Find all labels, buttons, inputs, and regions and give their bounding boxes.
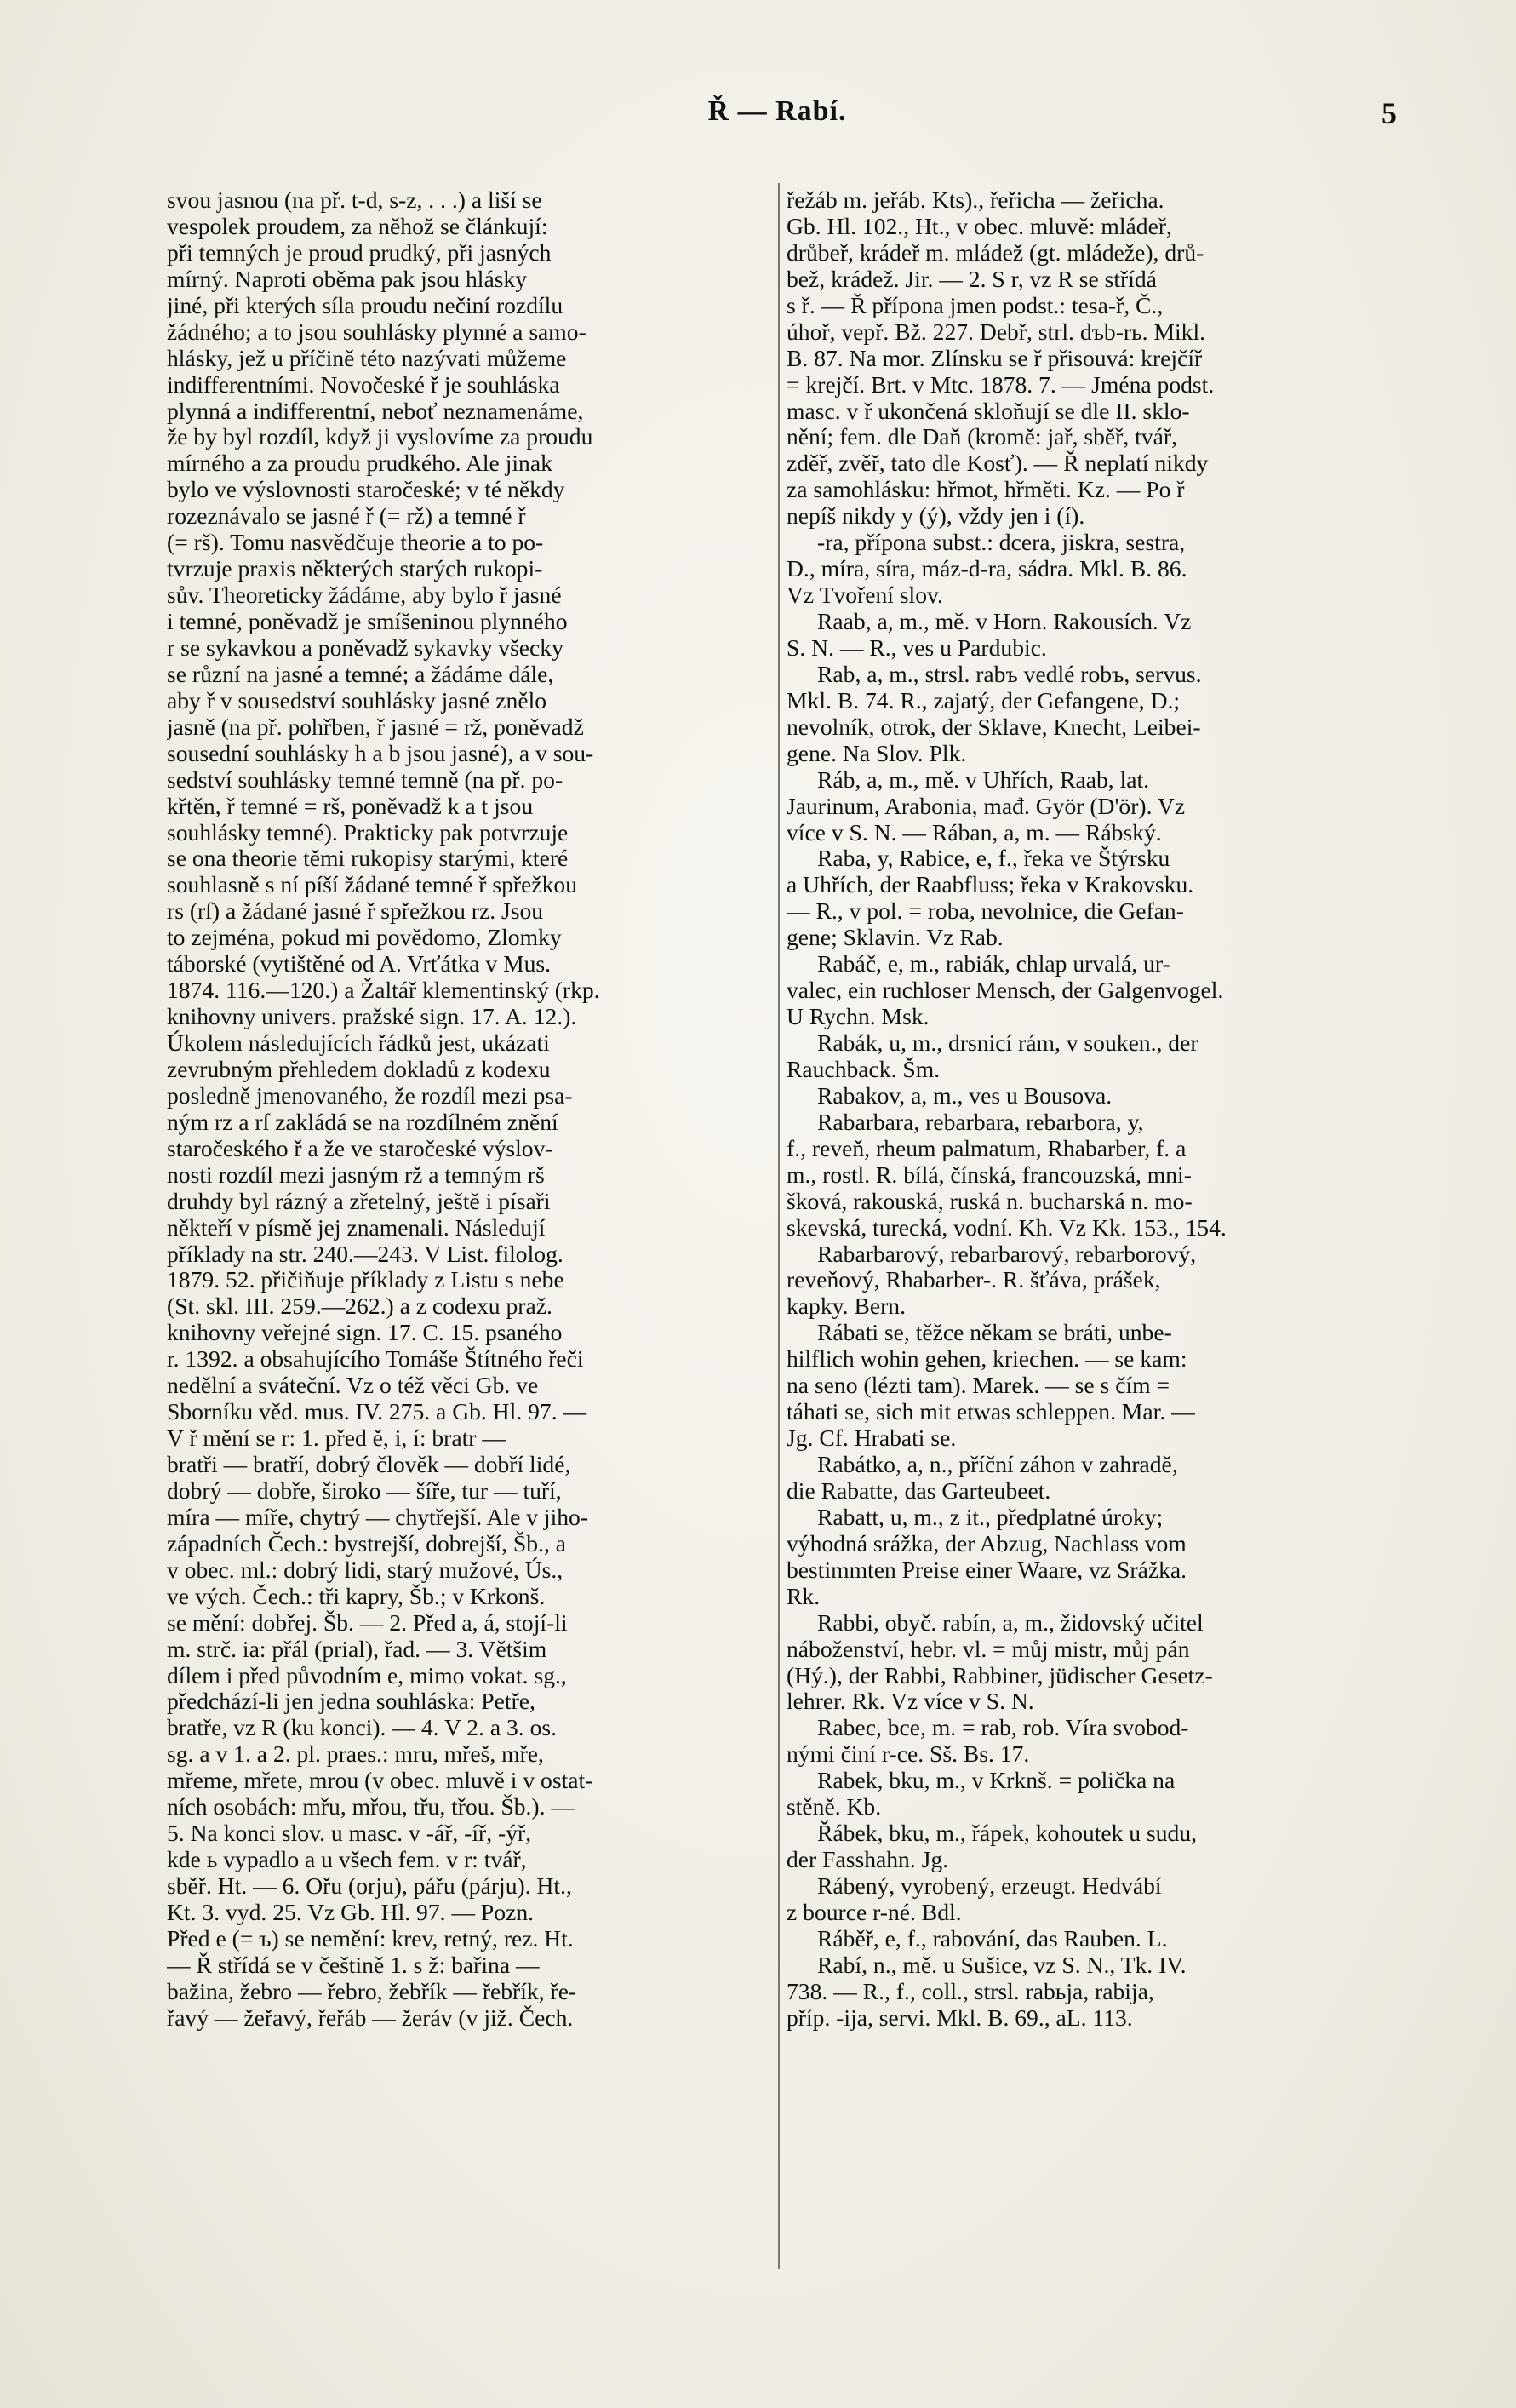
text-line: s ř. — Ř přípona jmen podst.: tesa-ř, Č., <box>787 292 1164 318</box>
text-line: gene; Sklavin. Vz Rab. <box>787 925 1004 951</box>
text-line: kapky. Bern. <box>787 1293 906 1320</box>
text-line: = krejčí. Brt. v Mtc. 1878. 7. — Jména podst. <box>787 371 1215 398</box>
text-line: z bource r-né. Bdl. <box>787 1899 962 1925</box>
text-line: V ř mění se r: 1. před ě, i, í: bratr — <box>167 1425 506 1452</box>
text-line: mřeme, mřete, mrou (v obec. mluvě i v ostat- <box>167 1768 593 1794</box>
text-line: sův. Theoreticky žádáme, aby bylo ř jasné <box>167 582 562 609</box>
text-line: nými činí r-ce. Sš. Bs. 17. <box>787 1741 1030 1768</box>
text-line: Rauchback. Šm. <box>787 1056 941 1082</box>
text-line: hlásky, jež u příčině této nazývati můžeme <box>167 345 567 371</box>
text-line: řavý — žeřavý, řeřáb — žeráv (v již. Čech. <box>167 2004 574 2031</box>
text-line: reveňový, Rhabarber-. R. šťáva, prášek, <box>787 1267 1161 1293</box>
text-line: úhoř, vepř. Bž. 227. Debř, strl. dъb-rь. Mikl. <box>787 318 1206 345</box>
text-line: sedství souhlásky temné temně (na př. po- <box>167 766 563 793</box>
text-line: se ona theorie těmi rukopisy starými, které <box>167 846 569 872</box>
text-line: r se sykavkou a poněvadž sykavky všecky <box>167 634 563 661</box>
text-line: dílem i před původním e, mimo vokat. sg., <box>167 1662 567 1688</box>
text-line: šková, rakouská, ruská n. bucharská n. mo- <box>787 1188 1193 1214</box>
text-line: na seno (lézti tam). Marek. — se s čím = <box>787 1373 1170 1399</box>
text-line: bratře, vz R (ku konci). — 4. V 2. a 3. os. <box>167 1715 558 1741</box>
text-line: se mění: dobřej. Šb. — 2. Před a, á, stojí-li <box>167 1609 568 1636</box>
text-line: Rabakov, a, m., ves u Bousova. <box>817 1082 1113 1109</box>
text-line: ve vých. Čech.: tři kapry, Šb.; v Krkonš. <box>167 1583 546 1609</box>
text-line: Rabbi, obyč. rabín, a, m., židovský učitel <box>817 1609 1204 1636</box>
text-line: Rábený, vyrobený, erzeugt. Hedvábí <box>817 1873 1162 1899</box>
text-line: bratři — bratří, dobrý člověk — dobří lidé, <box>167 1452 571 1477</box>
text-line: hilflich wohin gehen, kriechen. — se kam: <box>787 1346 1187 1373</box>
text-line: Gb. Hl. 102., Ht., v obec. mluvě: mládeř, <box>787 213 1172 239</box>
text-line: nění; fem. dle Daň (kromě: jař, sběř, tvář, <box>787 424 1177 450</box>
text-line: (Hý.), der Rabbi, Rabbiner, jüdischer Gesetz- <box>787 1662 1213 1688</box>
text-line: sousední souhlásky h a b jsou jasné), a v sou- <box>167 740 594 766</box>
text-line: Mkl. B. 74. R., zajatý, der Gefangene, D.; <box>787 687 1181 714</box>
text-line: při temných je proud prudký, při jasných <box>167 239 552 266</box>
header-title: Ř — Rabí. <box>707 95 847 127</box>
text-line: že by byl rozdíl, když ji vyslovíme za proudu <box>167 424 593 450</box>
text-line: D., míra, síra, máz-d-ra, sádra. Mkl. B. 86. <box>787 556 1187 582</box>
text-line: nevolník, otrok, der Sklave, Knecht, Leibei- <box>787 714 1201 740</box>
text-line: r. 1392. a obsahujícího Tomáše Štítného řeči <box>167 1346 584 1373</box>
text-line: Jaurinum, Arabonia, mađ. Györ (D'ör). Vz <box>787 793 1186 819</box>
text-line: 1879. 52. přičiňuje příklady z Listu s nebe <box>167 1267 564 1293</box>
text-line: Jg. Cf. Hrabati se. <box>787 1425 957 1452</box>
text-line: knihovny univers. pražské sign. 17. A. 12.). <box>167 1004 577 1030</box>
text-line: západních Čech.: bystrejší, dobrejší, Šb., a <box>167 1530 566 1557</box>
left-column <box>167 187 769 2032</box>
text-line: Rabec, bce, m. = rab, rob. Víra svobod- <box>817 1715 1189 1741</box>
text-line: předchází-li jen jedna souhláska: Petře, <box>167 1688 535 1715</box>
text-line: souhlasně s ní píší žádané temné ř spřežkou <box>167 872 577 898</box>
text-line: Ráb, a, m., mě. v Uhřích, Raab, lat. <box>817 766 1150 793</box>
text-line: Kt. 3. vyd. 25. Vz Gb. Hl. 97. — Pozn. <box>167 1899 535 1925</box>
text-line: Rabák, u, m., drsnicí rám, v souken., der <box>817 1030 1198 1056</box>
text-line: Rabáč, e, m., rabiák, chlap urvalá, ur- <box>817 951 1170 978</box>
text-line: zevrubným přehledem dokladů z kodexu <box>167 1056 551 1082</box>
text-line: drůbeř, krádeř m. mládež (gt. mládeže), drů- <box>787 239 1204 266</box>
text-line: rs (rſ) a žádané jasné ř spřežkou rz. Jsou <box>167 898 544 925</box>
text-line: to zejména, pokud mi povědomo, Zlomky <box>167 925 562 951</box>
text-line: vespolek proudem, za něhož se článkují: <box>167 213 548 239</box>
text-line: -ra, přípona subst.: dcera, jiskra, sestra, <box>817 530 1186 556</box>
text-line: i temné, poněvadž je smíšeninou plynného <box>167 609 568 634</box>
text-line: Rabarbara, rebarbara, rebarbora, y, <box>817 1109 1144 1135</box>
text-line: mírného a za proudu prudkého. Ale jinak <box>167 450 552 477</box>
text-line: výhodná srážka, der Abzug, Nachlass vom <box>787 1530 1187 1557</box>
text-line: Vz Tvoření slov. <box>787 582 943 609</box>
text-line: v obec. ml.: dobrý lidi, starý mužové, Ús., <box>167 1557 563 1583</box>
text-line: masc. v ř ukončená skloňují se dle II. sklo- <box>787 398 1190 424</box>
text-line: 1874. 116.—120.) a Žaltář klementinský (rkp. <box>167 978 600 1004</box>
text-line: — Ř střídá se v češtině 1. s ž: bařina — <box>167 1952 540 1978</box>
text-line: Rabatt, u, m., z it., předplatné úroky; <box>817 1504 1164 1530</box>
text-line: U Rychn. Msk. <box>787 1004 930 1030</box>
text-line: skevská, turecká, vodní. Kh. Vz Kk. 153., 154. <box>787 1214 1227 1241</box>
text-line: der Fasshahn. Jg. <box>787 1847 949 1873</box>
text-line: příklady na str. 240.—243. V List. filolog. <box>167 1241 563 1267</box>
text-line: se různí na jasné a temné; a žádáme dále, <box>167 661 554 687</box>
text-line: Rabátko, a, n., příční záhon v zahradě, <box>817 1452 1178 1477</box>
text-line: Řábek, bku, m., řápek, kohoutek u sudu, <box>817 1820 1198 1847</box>
text-line: rozeznávalo se jasné ř (= rž) a temné ř <box>167 503 526 530</box>
text-line: nosti rozdíl mezi jasným rž a temným rš <box>167 1161 545 1188</box>
text-line: Rk. <box>787 1583 821 1609</box>
text-line: Ráběř, e, f., rabování, das Rauben. L. <box>817 1925 1168 1952</box>
text-line: (St. skl. III. 259.—262.) a z codexu praž. <box>167 1293 552 1320</box>
page-number: 5 <box>1382 96 1397 130</box>
text-line: Rab, a, m., strsl. rabъ vedlé robъ, servus. <box>817 661 1202 687</box>
text-line: druhdy byl rázný a zřetelný, ještě i písaři <box>167 1188 551 1214</box>
text-line: řežáb m. jeřáb. Kts)., řeřicha — žeřicha. <box>787 187 1164 213</box>
text-line: bestimmten Preise einer Waare, vz Srážka. <box>787 1557 1187 1583</box>
text-line: sběř. Ht. — 6. Ořu (orju), pářu (párju). Ht., <box>167 1873 572 1899</box>
text-line: a Uhřích, der Raabfluss; řeka v Krakovsku. <box>787 872 1194 898</box>
text-line: někteří v písmě jej znamenali. Následují <box>167 1214 546 1241</box>
text-line: 5. Na konci slov. u masc. v -ář, -íř, -ýř, <box>167 1820 532 1847</box>
text-line: nepíš nikdy y (ý), vždy jen i (í). <box>787 503 1085 530</box>
text-line: za samohlásku: hřmot, hřměti. Kz. — Po ř <box>787 477 1185 503</box>
text-line: S. N. — R., ves u Pardubic. <box>787 634 1047 661</box>
text-line: 738. — R., f., coll., strsl. rabьja, rabija, <box>787 1978 1154 2004</box>
text-line: Raba, y, Rabice, e, f., řeka ve Štýrsku <box>817 846 1170 872</box>
text-line: nedělní a sváteční. Vz o též věci Gb. ve <box>167 1373 539 1399</box>
text-line: Rábati se, těžce někam se bráti, unbe- <box>817 1320 1172 1346</box>
text-line: dobrý — dobře, široko — šíře, tur — tuří, <box>167 1477 562 1504</box>
text-line: táhati se, sich mit etwas schleppen. Mar. — <box>787 1399 1195 1425</box>
text-line: mírný. Naproti oběma pak jsou hlásky <box>167 266 528 292</box>
text-line: f., reveň, rheum palmatum, Rhabarber, f. a <box>787 1135 1187 1161</box>
text-line: sg. a v 1. a 2. pl. praes.: mru, mřeš, mře, <box>167 1741 544 1768</box>
text-line: knihovny veřejné sign. 17. C. 15. psaného <box>167 1320 563 1346</box>
text-line: B. 87. Na mor. Zlínsku se ř přisouvá: krejčíř <box>787 345 1203 371</box>
text-line: aby ř v sousedství souhlásky jasné znělo <box>167 687 547 714</box>
column-divider <box>778 183 780 2269</box>
text-line: bažina, žebro — řebro, žebřík — řebřík, ře- <box>167 1978 577 2004</box>
text-line: náboženství, hebr. vl. = můj mistr, můj pán <box>787 1636 1190 1662</box>
text-line: křtěn, ř temné = rš, poněvadž k a t jsou <box>167 793 534 819</box>
text-line: die Rabatte, das Garteubeet. <box>787 1477 1051 1504</box>
text-line: plynná a indifferentní, neboť neznamenáme, <box>167 398 584 424</box>
right-column <box>787 187 1391 2032</box>
text-line: stěně. Kb. <box>787 1794 882 1820</box>
text-line: posledně jmenovaného, že rozdíl mezi psa- <box>167 1082 573 1109</box>
text-line: gene. Na Slov. Plk. <box>787 740 967 766</box>
text-line: Rabek, bku, m., v Krknš. = polička na <box>817 1768 1176 1794</box>
text-line: staročeského ř a že ve staročeské výslov- <box>167 1135 553 1161</box>
text-line: táborské (vytištěné od A. Vrťátka v Mus. <box>167 951 552 978</box>
text-line: bež, krádež. Jir. — 2. S r, vz R se střídá <box>787 266 1157 292</box>
text-line: ným rz a rſ zakládá se na rozdílném znění <box>167 1109 558 1135</box>
text-line: indifferentními. Novočeské ř je souhláska <box>167 371 560 398</box>
text-line: jasně (na př. pohřben, ř jasné = rž, poněvadž <box>167 714 584 740</box>
text-line: Raab, a, m., mě. v Horn. Rakousích. Vz <box>817 609 1192 634</box>
text-line: jiné, při kterých síla proudu nečiní rozdílu <box>167 292 563 318</box>
text-line: (= rš). Tomu nasvědčuje theorie a to po- <box>167 530 544 556</box>
running-header <box>157 95 1397 138</box>
text-line: m. strč. ia: přál (prial), řad. — 3. Většim <box>167 1636 547 1662</box>
text-line: zděř, zvěř, tato dle Kosť). — Ř neplatí nikdy <box>787 450 1209 477</box>
text-line: svou jasnou (na př. t-d, s-z, . . .) a liší se <box>167 187 542 213</box>
text-line: — R., v pol. = roba, nevolnice, die Gefan- <box>787 898 1184 925</box>
text-line: m., rostl. R. bílá, čínská, francouzská, mni- <box>787 1161 1192 1188</box>
text-line: valec, ein ruchloser Mensch, der Galgenvogel. <box>787 978 1224 1004</box>
text-line: Rabarbarový, rebarbarový, rebarborový, <box>817 1241 1197 1267</box>
text-line: žádného; a to jsou souhlásky plynné a samo- <box>167 318 586 345</box>
text-line: lehrer. Rk. Vz více v S. N. <box>787 1688 1034 1715</box>
text-line: Před e (= ъ) se nemění: krev, retný, rez. Ht. <box>167 1925 574 1952</box>
text-line: ních osobách: mřu, mřou, třu, třou. Šb.). — <box>167 1794 575 1820</box>
text-line: míra — míře, chytrý — chytřejší. Ale v jiho- <box>167 1504 589 1530</box>
text-line: kde ь vypadlo a u všech fem. v r: tvář, <box>167 1847 527 1873</box>
text-line: Rabí, n., mě. u Sušice, vz S. N., Tk. IV. <box>817 1952 1187 1978</box>
text-line: souhlásky temné). Prakticky pak potvrzuje <box>167 819 569 846</box>
text-line: tvrzuje praxis některých starých rukopi- <box>167 556 543 582</box>
text-line: bylo ve výslovnosti staročeské; v té někdy <box>167 477 565 503</box>
text-line: příp. -ija, servi. Mkl. B. 69., aL. 113. <box>787 2004 1133 2031</box>
text-line: Sborníku věd. mus. IV. 275. a Gb. Hl. 97. — <box>167 1399 587 1425</box>
text-line: Úkolem následujících řádků jest, ukázati <box>167 1030 550 1056</box>
text-line: více v S. N. — Rában, a, m. — Rábský. <box>787 819 1162 846</box>
